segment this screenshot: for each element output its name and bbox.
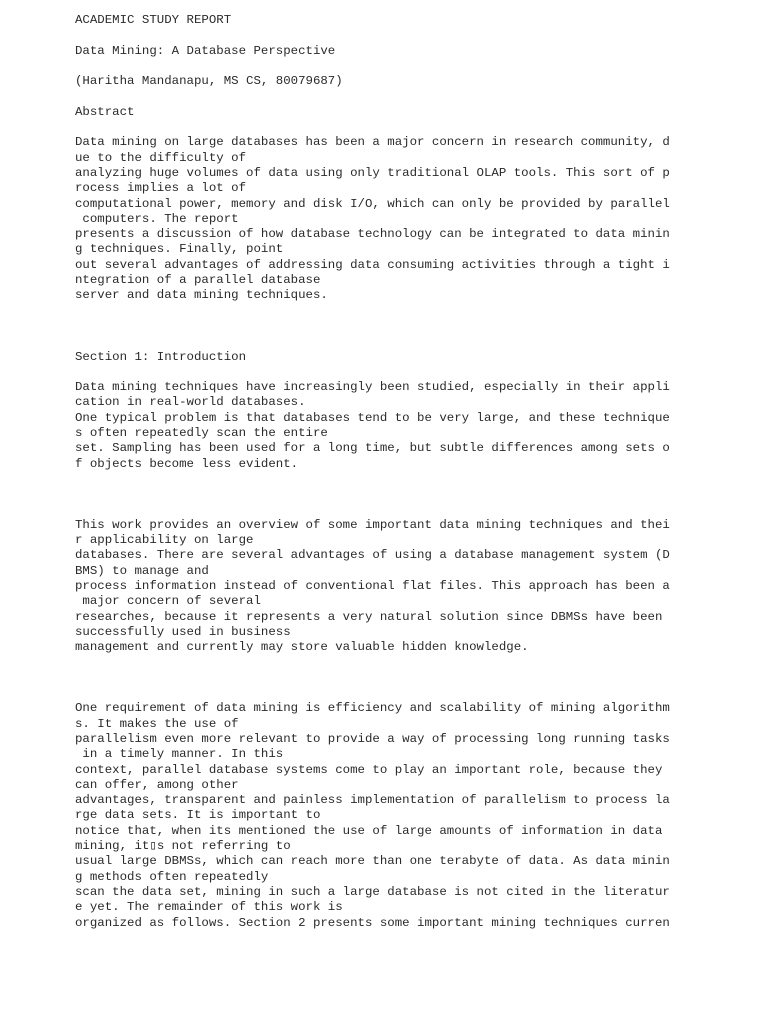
- document-line: (Haritha Mandanapu, MS CS, 80079687): [75, 74, 343, 89]
- document-line: g methods often repeatedly: [75, 869, 269, 884]
- document-line: in a timely manner. In this: [75, 747, 284, 762]
- document-line: [75, 671, 685, 686]
- document-line: [75, 487, 685, 502]
- document-line: researches, because it represents a very natural solution since DBMSs have been: [75, 609, 663, 624]
- document-line: process information instead of conventional flat files. This approach has been a: [75, 578, 670, 593]
- document-line: r applicability on large: [75, 533, 254, 548]
- document-line: out several advantages of addressing data consuming activities through a tight i: [75, 257, 670, 272]
- document-line: usual large DBMSs, which can reach more than one terabyte of data. As data minin: [75, 854, 670, 869]
- document-line: [75, 89, 685, 104]
- document-line: parallelism even more relevant to provide a way of processing long running tasks: [75, 731, 670, 746]
- document-line: computers. The report: [75, 211, 239, 226]
- document-line: presents a discussion of how database technology can be integrated to data minin: [75, 227, 670, 242]
- document-line: server and data mining techniques.: [75, 288, 328, 303]
- document-line: can offer, among other: [75, 777, 239, 792]
- document-line: [75, 472, 685, 487]
- document-line: Data Mining: A Database Perspective: [75, 43, 336, 58]
- document-line: Section 1: Introduction: [75, 349, 247, 364]
- document-line: mining, it▯s not referring to: [75, 839, 291, 854]
- document-line: [75, 503, 685, 518]
- document-line: e yet. The remainder of this work is: [75, 900, 343, 915]
- document-line: cation in real-world databases.: [75, 395, 306, 410]
- document-line: [75, 686, 685, 701]
- document-line: g techniques. Finally, point: [75, 242, 284, 257]
- document-line: Data mining on large databases has been a major concern in research community, d: [75, 135, 670, 150]
- document-line: rge data sets. It is important to: [75, 808, 321, 823]
- document-line: [75, 304, 685, 319]
- document-line: organized as follows. Section 2 presents some important mining techniques curren: [75, 915, 670, 930]
- document-line: major concern of several: [75, 594, 261, 609]
- document-line: ue to the difficulty of: [75, 150, 247, 165]
- document-line: context, parallel database systems come to play an important role, because they: [75, 762, 663, 777]
- document-line: BMS) to manage and: [75, 563, 209, 578]
- document-line: computational power, memory and disk I/O, which can only be provided by parallel: [75, 196, 670, 211]
- document-line: [75, 59, 685, 74]
- document-line: [75, 334, 685, 349]
- document-line: analyzing huge volumes of data using only traditional OLAP tools. This sort of p: [75, 165, 670, 180]
- document-line: advantages, transparent and painless implementation of parallelism to process la: [75, 793, 670, 808]
- document-line: scan the data set, mining in such a large database is not cited in the literatur: [75, 884, 670, 899]
- document-line: One typical problem is that databases tend to be very large, and these technique: [75, 410, 670, 425]
- document-text: [75, 13, 685, 931]
- document-line: [75, 365, 685, 380]
- document-line: [75, 28, 685, 43]
- document-line: Abstract: [75, 104, 135, 119]
- document-line: One requirement of data mining is efficiency and scalability of mining algorithm: [75, 701, 670, 716]
- document-line: ACADEMIC STUDY REPORT: [75, 13, 232, 27]
- document-line: databases. There are several advantages of using a database management system (D: [75, 548, 670, 563]
- document-line: [75, 319, 685, 334]
- document-line: [75, 655, 685, 670]
- document-line: [75, 120, 685, 135]
- document-line: rocess implies a lot of: [75, 181, 247, 196]
- document-line: s often repeatedly scan the entire: [75, 426, 328, 441]
- document-line: successfully used in business: [75, 624, 291, 639]
- document-line: set. Sampling has been used for a long time, but subtle differences among sets o: [75, 441, 670, 456]
- document-line: ntegration of a parallel database: [75, 273, 321, 288]
- document-line: Data mining techniques have increasingly been studied, especially in their appli: [75, 380, 670, 395]
- document-line: notice that, when its mentioned the use of large amounts of information in data: [75, 823, 663, 838]
- document-line: management and currently may store valuable hidden knowledge.: [75, 640, 529, 655]
- document-line: This work provides an overview of some important data mining techniques and thei: [75, 517, 670, 532]
- document-line: s. It makes the use of: [75, 716, 239, 731]
- document-line: f objects become less evident.: [75, 456, 299, 471]
